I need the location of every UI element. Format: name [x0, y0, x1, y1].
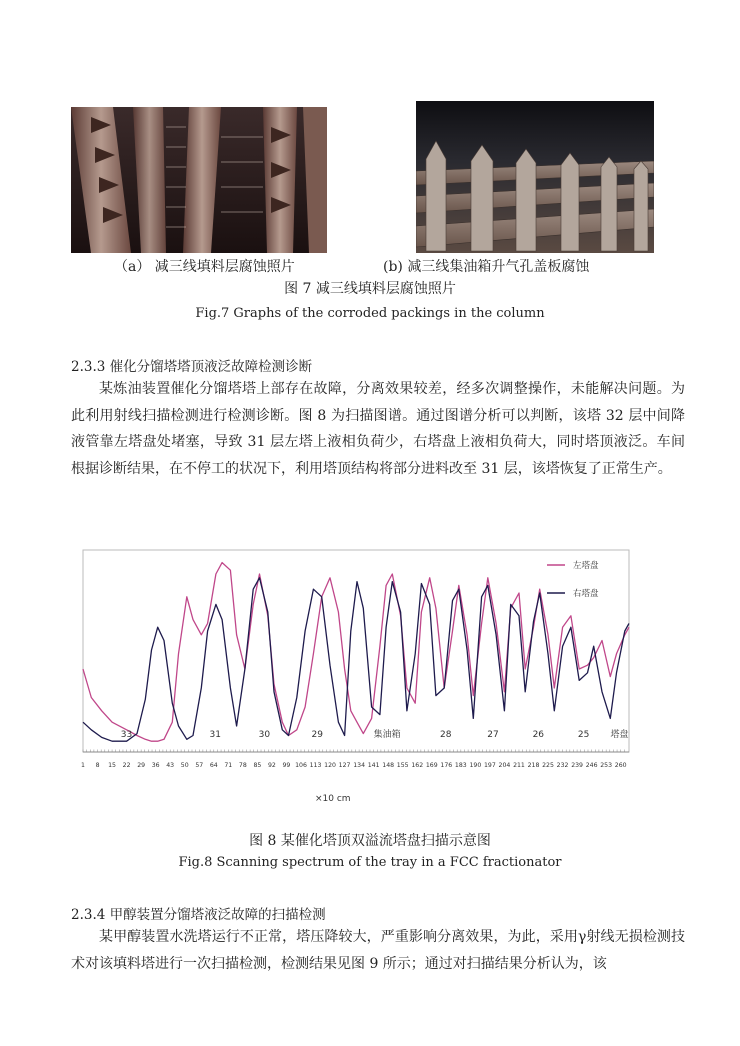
series-line-right-tray — [83, 578, 629, 741]
x-tick-label: 127 — [338, 762, 351, 769]
tray-label: 31 — [209, 730, 221, 740]
tray-label: 33 — [120, 730, 133, 740]
tray-label: 30 — [258, 730, 271, 740]
x-tick-label: 148 — [382, 762, 395, 769]
x-tick-label: 64 — [209, 762, 218, 769]
figure8-title-cn: 图 8 某催化塔顶双溢流塔盘扫描示意图 — [249, 833, 491, 849]
x-tick-label: 57 — [195, 762, 204, 769]
x-tick-label: 78 — [238, 762, 247, 769]
x-tick-label: 260 — [614, 762, 627, 769]
x-tick-label: 204 — [498, 762, 511, 769]
figure7-label-b: (b) 减三线集油箱升气孔盖板腐蚀 — [383, 259, 590, 275]
legend-label: 右塔盘 — [573, 589, 599, 599]
x-tick-label: 190 — [469, 762, 482, 769]
section-234-paragraph: 某甲醇装置水洗塔运行不正常，塔压降较大，严重影响分离效果，为此，采用γ射线无损检测技术对该填料塔进行一次扫描检测，检测结果见图 9 所示；通过对扫描结果分析认为，该 — [71, 929, 685, 972]
x-tick-label: 15 — [108, 762, 117, 769]
x-tick-label: 120 — [324, 762, 336, 769]
x-tick-label: 99 — [282, 762, 291, 769]
tray-label: 27 — [487, 730, 499, 740]
x-tick-label: 162 — [411, 762, 424, 769]
x-tick-label: 1 — [81, 762, 85, 769]
legend-label: 左塔盘 — [573, 561, 599, 571]
photo-gas-riser-cover-corrosion — [416, 101, 654, 253]
section-234-body — [71, 924, 685, 977]
x-tick-label: 169 — [425, 762, 438, 769]
x-tick-label: 113 — [309, 762, 322, 769]
x-tick-label: 141 — [367, 762, 380, 769]
x-tick-label: 85 — [253, 762, 262, 769]
figure8-title-en: Fig.8 Scanning spectrum of the tray in a FCC fractionator — [178, 855, 562, 870]
x-tick-label: 183 — [454, 762, 467, 769]
photo-b-drawing — [416, 101, 654, 253]
x-tick-label: 71 — [224, 762, 233, 769]
x-tick-label: 8 — [95, 762, 100, 769]
figure7-label-a: （a） 减三线填料层腐蚀照片 — [114, 259, 295, 275]
x-tick-label: 232 — [556, 762, 569, 769]
section-234-heading: 2.3.4 甲醇装置分馏塔液泛故障的扫描检测 — [71, 907, 326, 923]
tray-label: 26 — [532, 730, 545, 740]
x-tick-label: 253 — [600, 762, 613, 769]
figure7-title-en: Fig.7 Graphs of the corroded packings in the column — [195, 306, 545, 321]
photo-a-drawing — [71, 107, 327, 253]
section-233-paragraph: 某炼油装置催化分馏塔塔上部存在故障，分离效果较差，经多次调整操作，未能解决问题。为此利用射线扫描检测进行检测诊断。图 8 为扫描图谱。通过图谱分析可以判断，该塔 32 层中间降液管靠左塔盘处堵塞，导致 31 层左塔上液相负荷少，右塔盘上液相负荷大，同时塔顶液泛。车间根据诊断结果，在不停工的状况下，利用塔顶结构将部分进料改至 31 层，该塔恢复了正常生产。 — [71, 381, 685, 477]
x-tick-label: 50 — [180, 762, 189, 769]
tray-label: 29 — [311, 730, 323, 740]
tray-label: 25 — [577, 730, 590, 740]
section-233-body — [71, 376, 685, 482]
tray-label: 塔盘 — [610, 730, 629, 740]
x-tick-label: 36 — [151, 762, 160, 769]
scan-spectrum-chart — [75, 545, 645, 810]
x-tick-label: 211 — [513, 762, 525, 769]
x-tick-label: 176 — [440, 762, 453, 769]
photo-corroded-packing-layer — [71, 107, 327, 253]
x-tick-label: 92 — [267, 762, 276, 769]
x-tick-label: 218 — [527, 762, 540, 769]
x-tick-label: 246 — [585, 762, 598, 769]
x-tick-label: 43 — [166, 762, 175, 769]
x-axis-unit: ×10 cm — [315, 794, 351, 804]
x-tick-label: 155 — [396, 762, 409, 769]
x-tick-label: 225 — [542, 762, 554, 769]
x-tick-label: 239 — [571, 762, 584, 769]
tray-label: 集油箱 — [373, 730, 401, 740]
x-tick-label: 134 — [353, 762, 366, 769]
tray-label: 28 — [440, 730, 452, 740]
section-233-heading: 2.3.3 催化分馏塔塔顶液泛故障检测诊断 — [71, 359, 313, 375]
x-tick-label: 106 — [295, 762, 307, 769]
x-tick-label: 22 — [122, 762, 131, 769]
x-tick-label: 197 — [483, 762, 496, 769]
x-tick-label: 29 — [137, 762, 146, 769]
figure7-title-cn: 图 7 减三线填料层腐蚀照片 — [284, 281, 456, 297]
